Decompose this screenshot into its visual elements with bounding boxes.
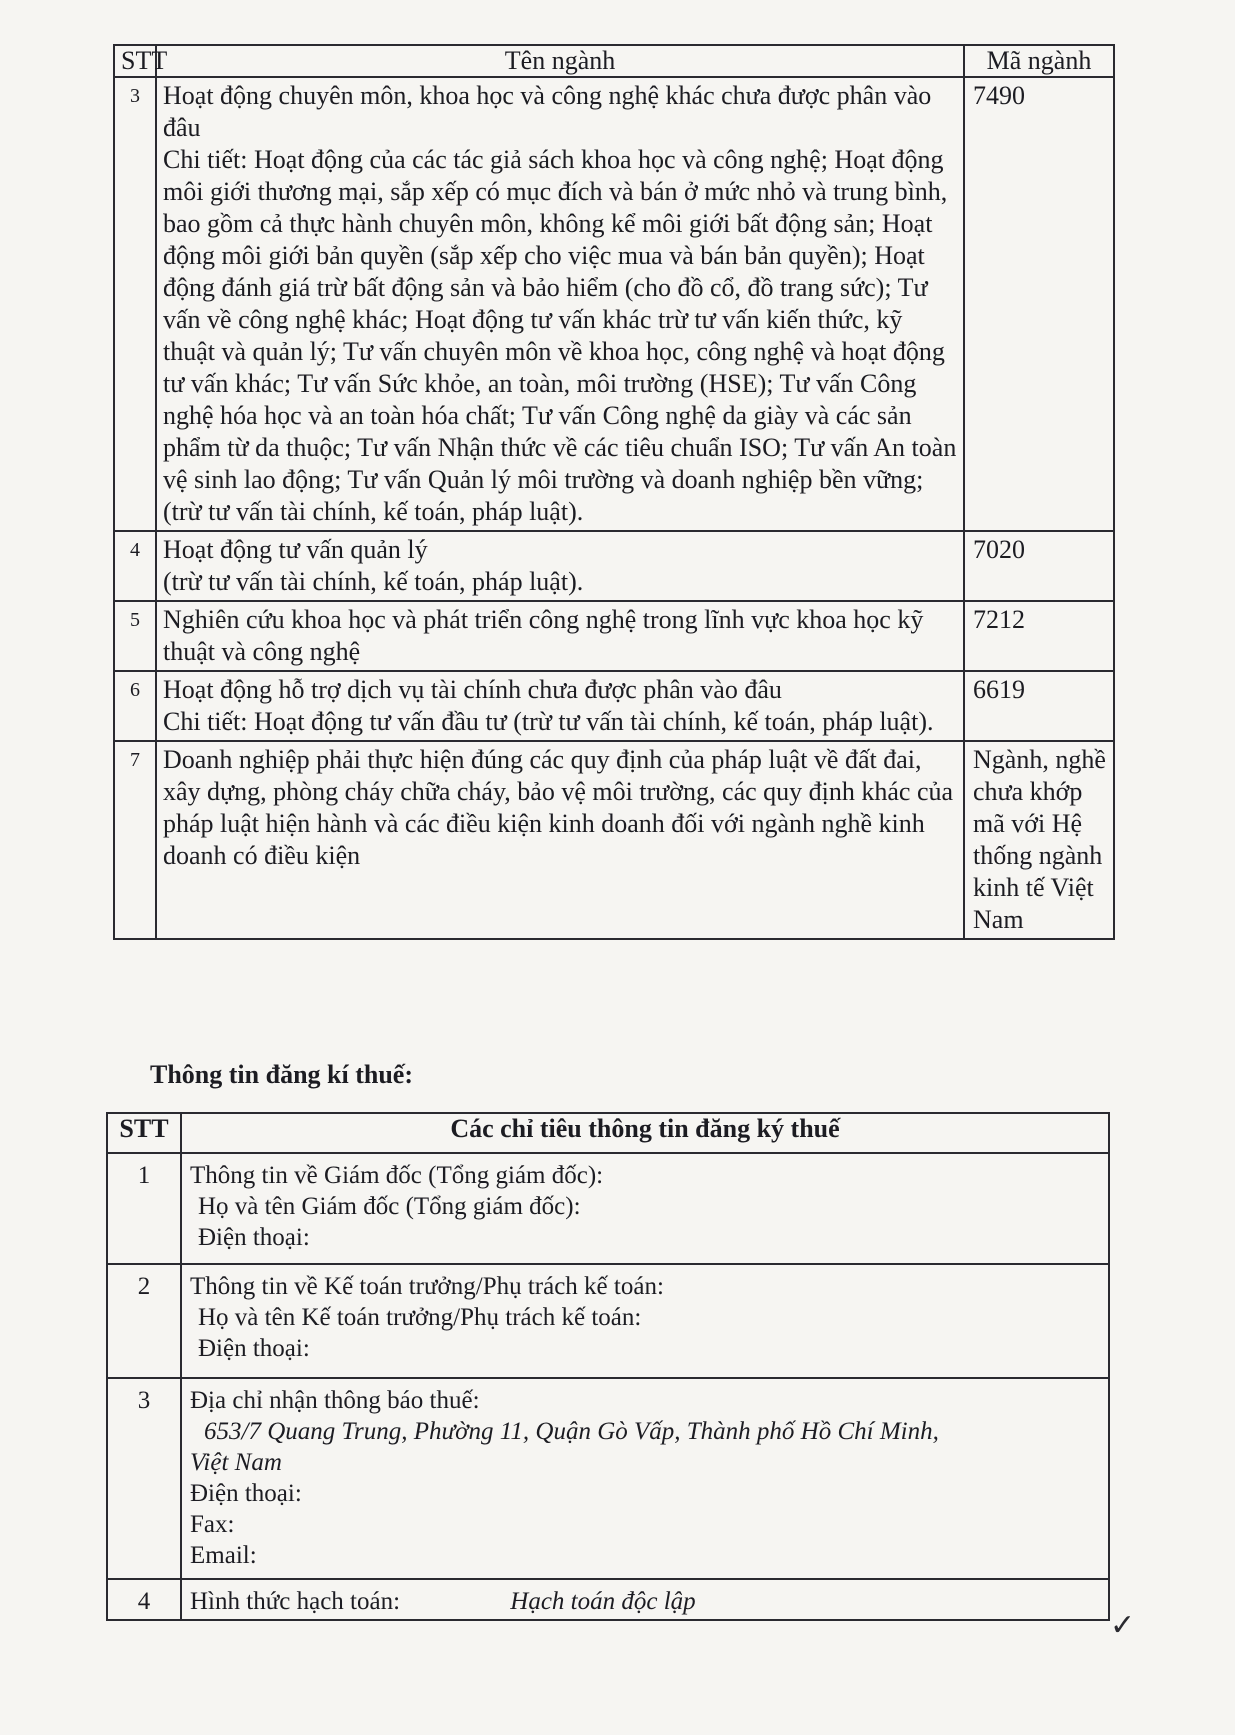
tax-email-label: Email: bbox=[190, 1542, 257, 1569]
industry-name: Nghiên cứu khoa học và phát triển công nghệ trong lĩnh vực khoa học kỹ thuật và công nghệ bbox=[163, 605, 924, 666]
industry-name: Doanh nghiệp phải thực hiện đúng các quy định của pháp luật về đất đai, xây dựng, phòng cháy chữa cháy, bảo vệ môi trường, các quy định khác của pháp luật hiện hành và các điều kiện kinh doanh đối với ngành nghề kinh doanh có điều kiện bbox=[163, 745, 954, 870]
table-row bbox=[107, 1264, 1109, 1378]
industry-detail: Chi tiết: Hoạt động của các tác giả sách khoa học và công nghệ; Hoạt động môi giới thương mại, sắp xếp có mục đích và bán ở mức nhỏ và trung bình, bao gồm cả thực hành chuyên môn, không kể môi giới bất động sản; Hoạt động môi giới bản quyền (sắp xếp cho việc mua và bán bản quyền); Hoạt động đánh giá trừ bất động sản và bảo hiểm (cho đồ cổ, đồ trang sức); Tư vấn về công nghệ khác; Hoạt động tư vấn khác trừ tư vấn kiến thức, kỹ thuật và quản lý; Tư vấn chuyên môn về khoa học, công nghệ và hoạt động tư vấn khác; Tư vấn Sức khỏe, an toàn, môi trường (HSE); Tư vấn Công nghệ hóa học và an toàn hóa chất; Tư vấn Công nghệ da giày và các sản phẩm từ da thuộc; Tư vấn Nhận thức về các tiêu chuẩn ISO; Tư vấn An toàn vệ sinh lao động; Tư vấn Quản lý môi trường và doanh nghiệp bền vững; (trừ tư vấn tài chính, kế toán, pháp luật). bbox=[163, 145, 957, 526]
row-stt: 4 bbox=[107, 1579, 181, 1620]
accountant-phone-label: Điện thoại: bbox=[198, 1335, 310, 1362]
tax-address-label: Địa chỉ nhận thông báo thuế: bbox=[190, 1387, 480, 1414]
director-info-label: Thông tin về Giám đốc (Tổng giám đốc): bbox=[190, 1162, 604, 1189]
accountant-info-cell bbox=[181, 1264, 1109, 1378]
industry-code: 7490 bbox=[964, 77, 1114, 531]
industry-cell bbox=[156, 531, 964, 601]
check-mark-icon: ✓ bbox=[1110, 1609, 1136, 1642]
tax-section-title: Thông tin đăng kí thuế: bbox=[150, 1060, 413, 1089]
industry-cell bbox=[156, 671, 964, 741]
tax-info-table bbox=[106, 1112, 1110, 1621]
industry-detail: Chi tiết: Hoạt động tư vấn đầu tư (trừ tư vấn tài chính, kế toán, pháp luật). bbox=[163, 707, 934, 736]
tax-address-cell bbox=[181, 1378, 1109, 1579]
industry-table bbox=[113, 44, 1115, 940]
row-stt: 6 bbox=[114, 671, 156, 741]
accounting-method-cell bbox=[181, 1579, 1109, 1620]
header-stt: STT bbox=[114, 45, 156, 77]
accountant-info-label: Thông tin về Kế toán trưởng/Phụ trách kế toán: bbox=[190, 1273, 664, 1300]
industry-table-header bbox=[114, 45, 1114, 77]
tax-fax-label: Fax: bbox=[190, 1511, 235, 1538]
header-industry-code: Mã ngành bbox=[964, 45, 1114, 77]
industry-name: Hoạt động chuyên môn, khoa học và công nghệ khác chưa được phân vào đâu bbox=[163, 81, 932, 142]
row-stt: 1 bbox=[107, 1153, 181, 1264]
industry-name: Hoạt động tư vấn quản lý bbox=[163, 535, 428, 564]
row-stt: 3 bbox=[114, 77, 156, 531]
director-phone-label: Điện thoại: bbox=[198, 1224, 310, 1251]
industry-cell bbox=[156, 601, 964, 671]
table-row bbox=[114, 741, 1114, 939]
header-stt: STT bbox=[107, 1113, 181, 1153]
row-stt: 7 bbox=[114, 741, 156, 939]
industry-code: Ngành, nghề chưa khớp mã với Hệ thống ngành kinh tế Việt Nam bbox=[964, 741, 1114, 939]
tax-table-header bbox=[107, 1113, 1109, 1153]
table-row bbox=[107, 1579, 1109, 1620]
industry-code: 7212 bbox=[964, 601, 1114, 671]
tax-phone-label: Điện thoại: bbox=[190, 1480, 302, 1507]
industry-cell bbox=[156, 741, 964, 939]
accounting-method-value: Hạch toán độc lập bbox=[510, 1588, 696, 1615]
table-row bbox=[107, 1153, 1109, 1264]
industry-code: 7020 bbox=[964, 531, 1114, 601]
industry-detail: (trừ tư vấn tài chính, kế toán, pháp luật). bbox=[163, 567, 584, 596]
director-info-cell bbox=[181, 1153, 1109, 1264]
row-stt: 4 bbox=[114, 531, 156, 601]
table-row bbox=[114, 601, 1114, 671]
industry-name: Hoạt động hỗ trợ dịch vụ tài chính chưa được phân vào đâu bbox=[163, 675, 782, 704]
director-name-label: Họ và tên Giám đốc (Tổng giám đốc): bbox=[198, 1193, 581, 1220]
table-row bbox=[114, 77, 1114, 531]
tax-address-line-1: 653/7 Quang Trung, Phường 11, Quận Gò Vấp, Thành phố Hồ Chí Minh, bbox=[204, 1418, 939, 1445]
accounting-method-label: Hình thức hạch toán: bbox=[190, 1588, 401, 1615]
accountant-name-label: Họ và tên Kế toán trưởng/Phụ trách kế toán: bbox=[198, 1304, 642, 1331]
row-stt: 2 bbox=[107, 1264, 181, 1378]
table-row bbox=[114, 671, 1114, 741]
row-stt: 3 bbox=[107, 1378, 181, 1579]
tax-address-line-2: Việt Nam bbox=[190, 1449, 282, 1476]
table-row bbox=[107, 1378, 1109, 1579]
header-industry-name: Tên ngành bbox=[156, 45, 964, 77]
table-row bbox=[114, 531, 1114, 601]
header-tax-indicator: Các chỉ tiêu thông tin đăng ký thuế bbox=[181, 1113, 1109, 1153]
row-stt: 5 bbox=[114, 601, 156, 671]
industry-code: 6619 bbox=[964, 671, 1114, 741]
industry-cell bbox=[156, 77, 964, 531]
